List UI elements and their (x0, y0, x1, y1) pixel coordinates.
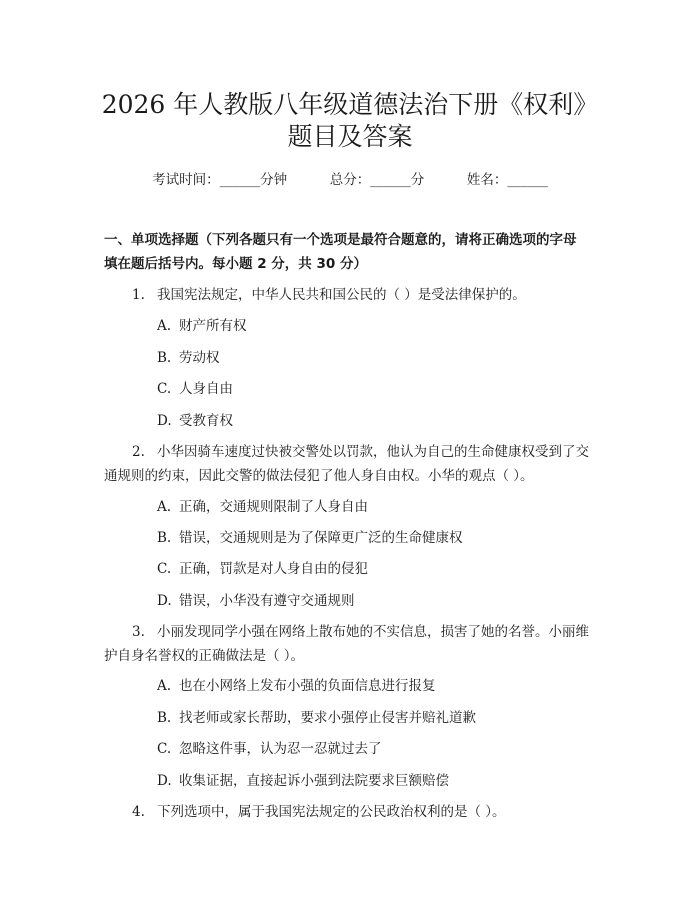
section-heading-line1: 一、单项选择题（下列各题只有一个选项是最符合题意的，请将正确选项的字母 (104, 232, 577, 248)
question-2-number: 2. (132, 444, 145, 460)
question-1-option-b: B. 劳动权 (157, 350, 220, 366)
question-3-option-c: C. 忽略这件事，认为忍一忍就过去了 (157, 741, 382, 757)
question-3-text-line1: 小丽发现同学小强在网络上散布她的不实信息，损害了她的名誉。小丽维 (157, 624, 589, 640)
question-2-text-line2: 通规则的约束，因此交警的做法侵犯了他人身自由权。小华的观点（ ）。 (104, 468, 534, 484)
question-3-option-d: D. 收集证据，直接起诉小强到法院要求巨额赔偿 (157, 773, 449, 789)
document-title-line2: 题目及答案 (287, 122, 413, 151)
question-2-option-d: D. 错误，小华没有遵守交通规则 (157, 593, 355, 609)
exam-meta (0, 168, 700, 188)
question-1-number: 1. (132, 287, 145, 303)
section-heading-line2: 填在题后括号内。每小题 2 分，共 30 分） (104, 256, 367, 272)
document-title-line1: 2026 年人教版八年级道德法治下册《权利》 (101, 90, 599, 119)
total-score-field: 总分：______分 (329, 172, 425, 188)
question-4-text: 下列选项中，属于我国宪法规定的公民政治权利的是（ ）。 (157, 804, 506, 820)
question-1-option-d: D. 受教育权 (157, 413, 233, 429)
name-field: 姓名：______ (466, 172, 548, 188)
question-1-text: 我国宪法规定，中华人民共和国公民的（ ）是受法律保护的。 (157, 287, 526, 303)
question-3-number: 3. (132, 624, 145, 640)
question-2-option-c: C. 正确，罚款是对人身自由的侵犯 (157, 561, 368, 577)
question-2-option-b: B. 错误，交通规则是为了保障更广泛的生命健康权 (157, 530, 463, 546)
question-2-text-line1: 小华因骑车速度过快被交警处以罚款，他认为自己的生命健康权受到了交 (157, 444, 589, 460)
question-4-number: 4. (132, 804, 145, 820)
question-1-option-a: A. 财产所有权 (157, 318, 247, 334)
question-3-text-line2: 护自身名誉权的正确做法是（ ）。 (104, 648, 305, 664)
exam-time-field: 考试时间：______分钟 (152, 172, 288, 188)
question-1-option-c: C. 人身自由 (157, 381, 233, 397)
question-2-option-a: A. 正确，交通规则限制了人身自由 (157, 499, 368, 515)
question-3-option-a: A. 也在小网络上发布小强的负面信息进行报复 (157, 678, 436, 694)
question-3-option-b: B. 找老师或家长帮助，要求小强停止侵害并赔礼道歉 (157, 710, 476, 726)
